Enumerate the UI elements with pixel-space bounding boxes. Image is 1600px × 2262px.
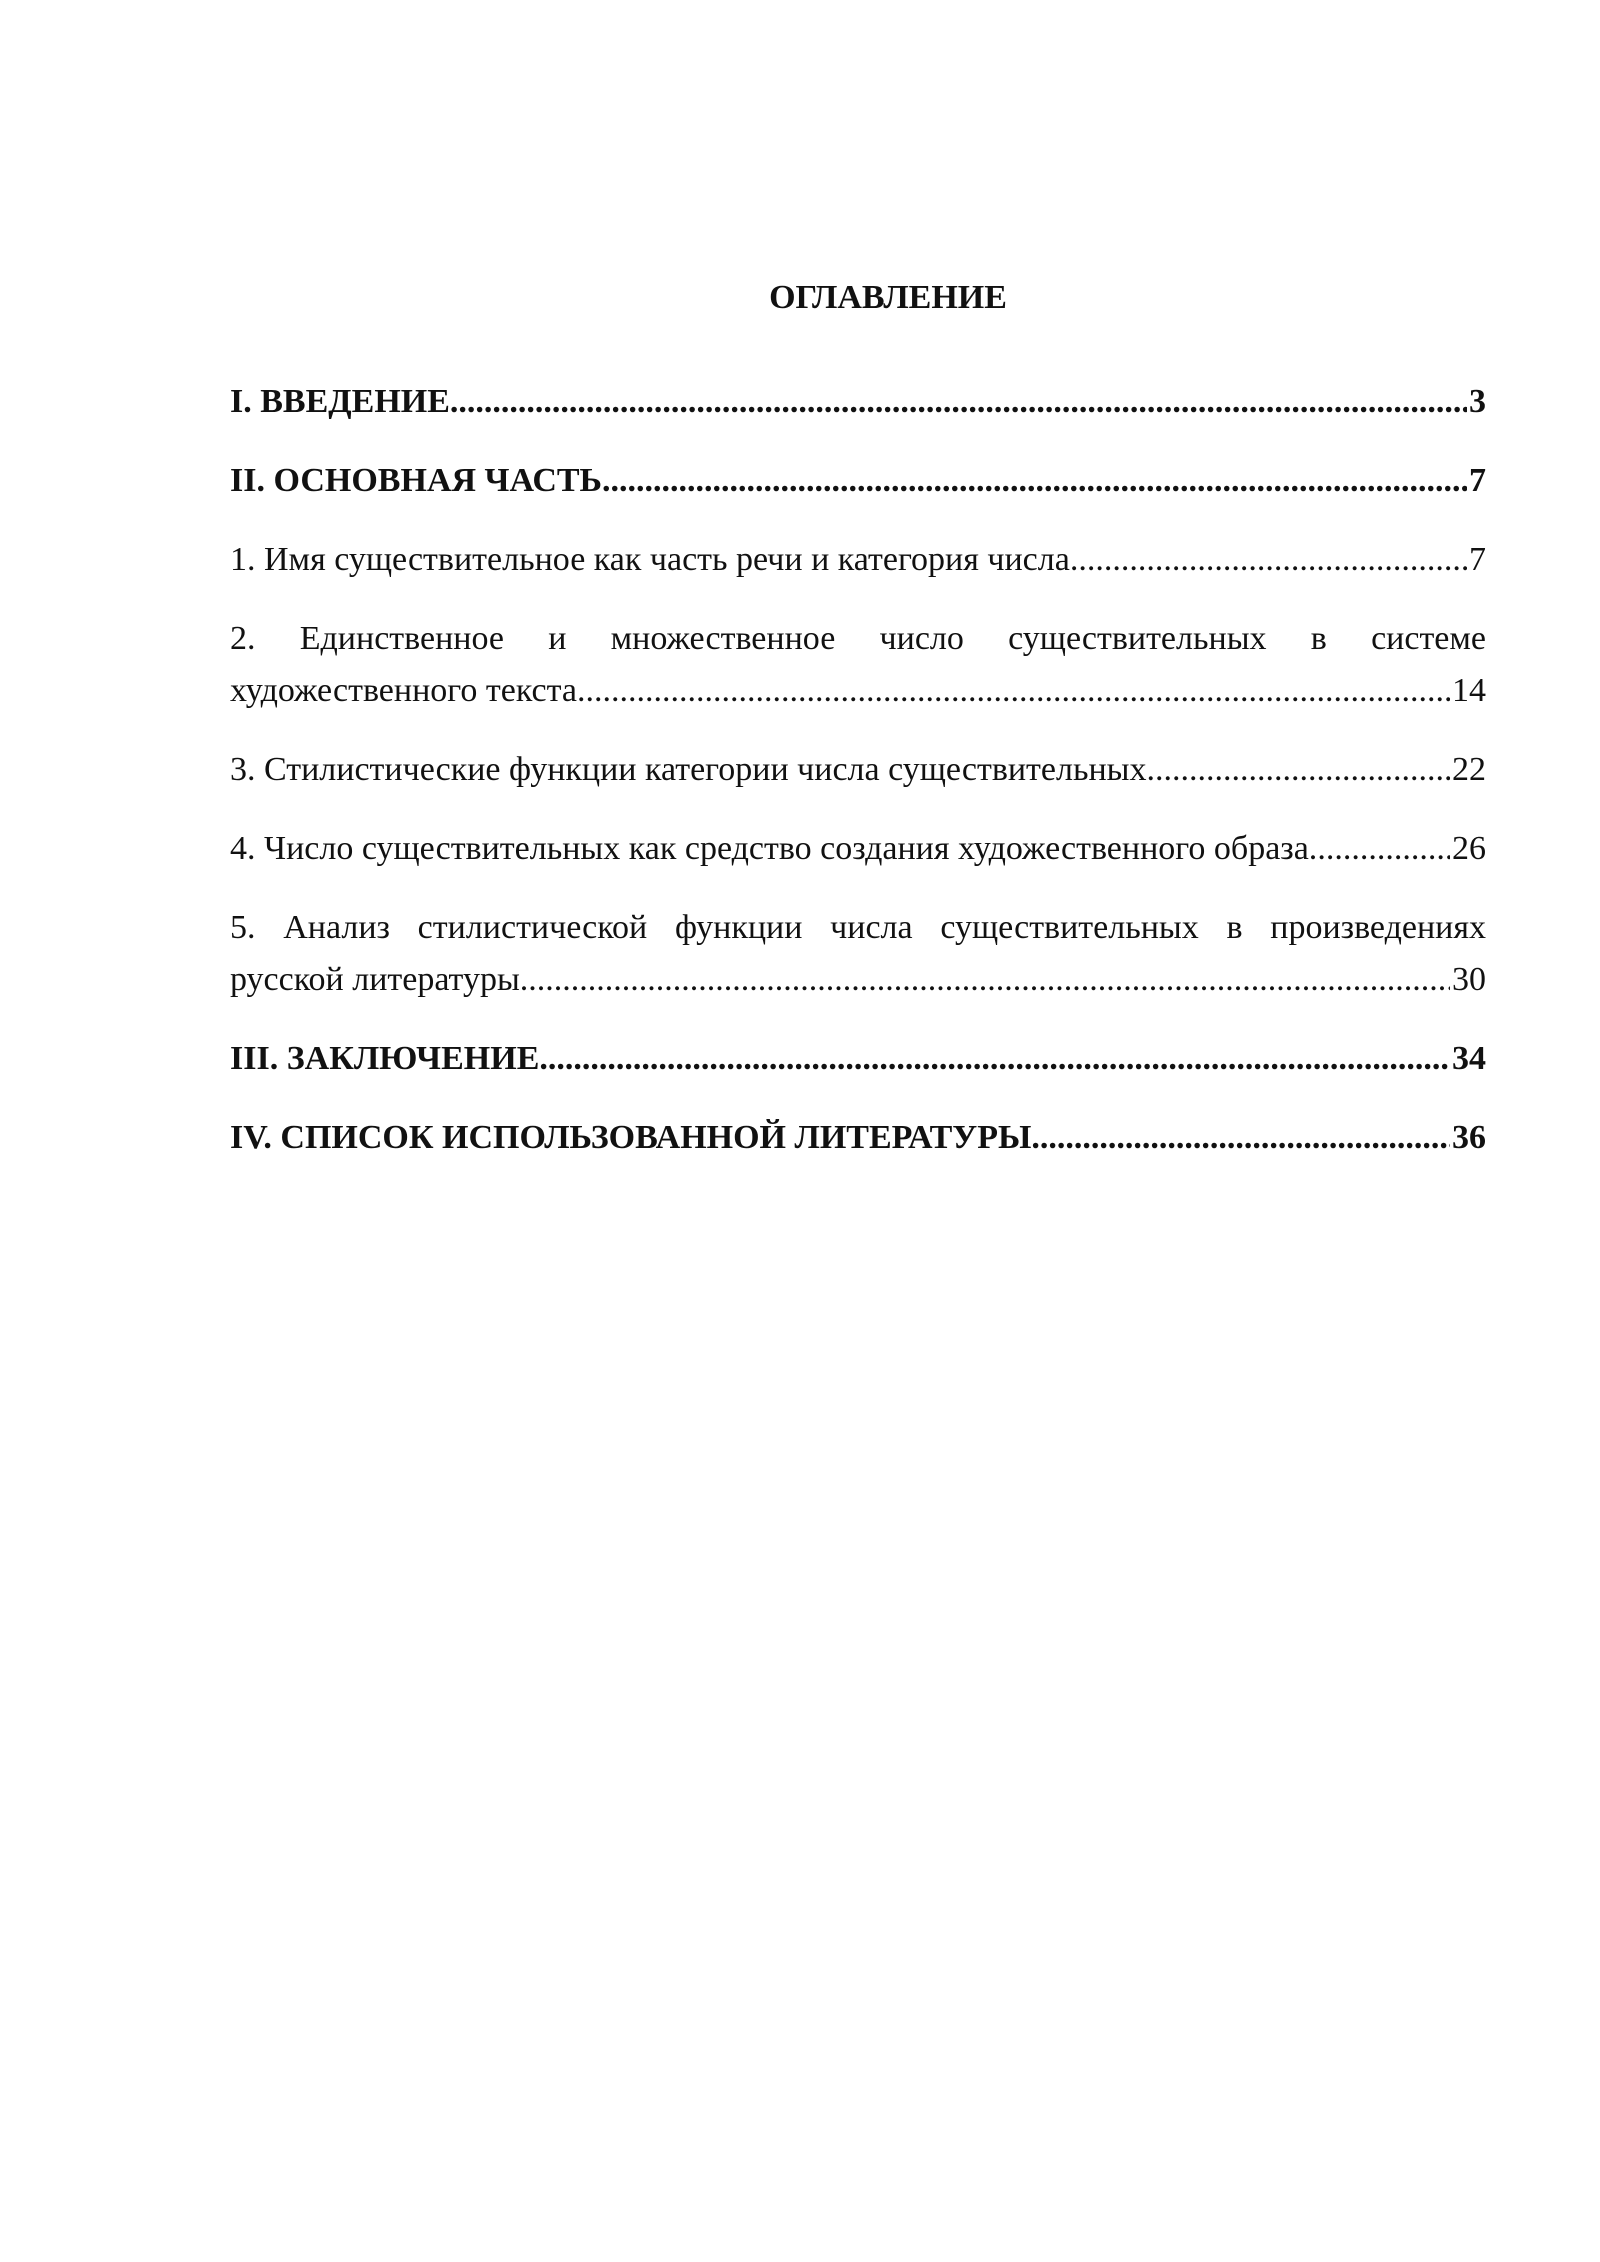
toc-dot-leader (577, 665, 1450, 717)
toc-entry-title: I. ВВЕДЕНИЕ (230, 383, 450, 420)
toc-page-number: 36 (1452, 1119, 1486, 1156)
toc-dot-leader (539, 1033, 1450, 1085)
toc-page-number: 34 (1452, 1040, 1486, 1077)
toc-dot-leader (602, 455, 1467, 507)
toc-entry-section-1[interactable] (230, 534, 1486, 586)
toc-entry-title-line1: 2. Единственное и множественное число существительных в системе (230, 620, 1486, 657)
toc-entry-title: IV. СПИСОК ИСПОЛЬЗОВАННОЙ ЛИТЕРАТУРЫ (230, 1119, 1032, 1156)
table-of-contents (230, 278, 1486, 1191)
toc-page-number: 7 (1469, 541, 1486, 578)
toc-heading: ОГЛАВЛЕНИЕ (769, 279, 1007, 316)
toc-entry-title: III. ЗАКЛЮЧЕНИЕ (230, 1040, 540, 1077)
toc-page-number: 26 (1452, 830, 1486, 867)
toc-entry-title: 3. Стилистические функции категории числа существительных (230, 751, 1147, 788)
toc-entry-title: II. ОСНОВНАЯ ЧАСТЬ (230, 462, 603, 499)
toc-entry-bibliography[interactable] (230, 1112, 1486, 1164)
toc-dot-leader (1070, 534, 1467, 586)
toc-page-number: 22 (1452, 751, 1486, 788)
toc-dot-leader (1031, 1112, 1450, 1164)
toc-entry-section-2[interactable] (230, 613, 1486, 717)
toc-entry-introduction[interactable] (230, 376, 1486, 428)
toc-dot-leader (450, 376, 1467, 428)
toc-list (230, 376, 1486, 1164)
toc-entry-conclusion[interactable] (230, 1033, 1486, 1085)
toc-page-number: 7 (1469, 462, 1486, 499)
toc-entry-title-line1: 5. Анализ стилистической функции числа существительных в произведениях (230, 909, 1486, 946)
toc-page-number: 30 (1452, 961, 1486, 998)
toc-entry-section-3[interactable] (230, 744, 1486, 796)
toc-dot-leader (520, 954, 1450, 1006)
toc-entry-section-5[interactable] (230, 902, 1486, 1006)
toc-entry-title: художественного текста (230, 672, 577, 709)
toc-entry-title: 1. Имя существительное как часть речи и категория числа (230, 541, 1070, 578)
toc-entry-title: 4. Число существительных как средство создания художественного образа. (230, 830, 1318, 867)
toc-page-number: 3 (1469, 383, 1486, 420)
toc-entry-section-4[interactable] (230, 823, 1486, 875)
toc-page-number: 14 (1452, 672, 1486, 709)
toc-dot-leader (1147, 744, 1450, 796)
toc-entry-title: русской литературы (230, 961, 520, 998)
toc-dot-leader (1317, 823, 1450, 875)
toc-entry-main-part[interactable] (230, 455, 1486, 507)
